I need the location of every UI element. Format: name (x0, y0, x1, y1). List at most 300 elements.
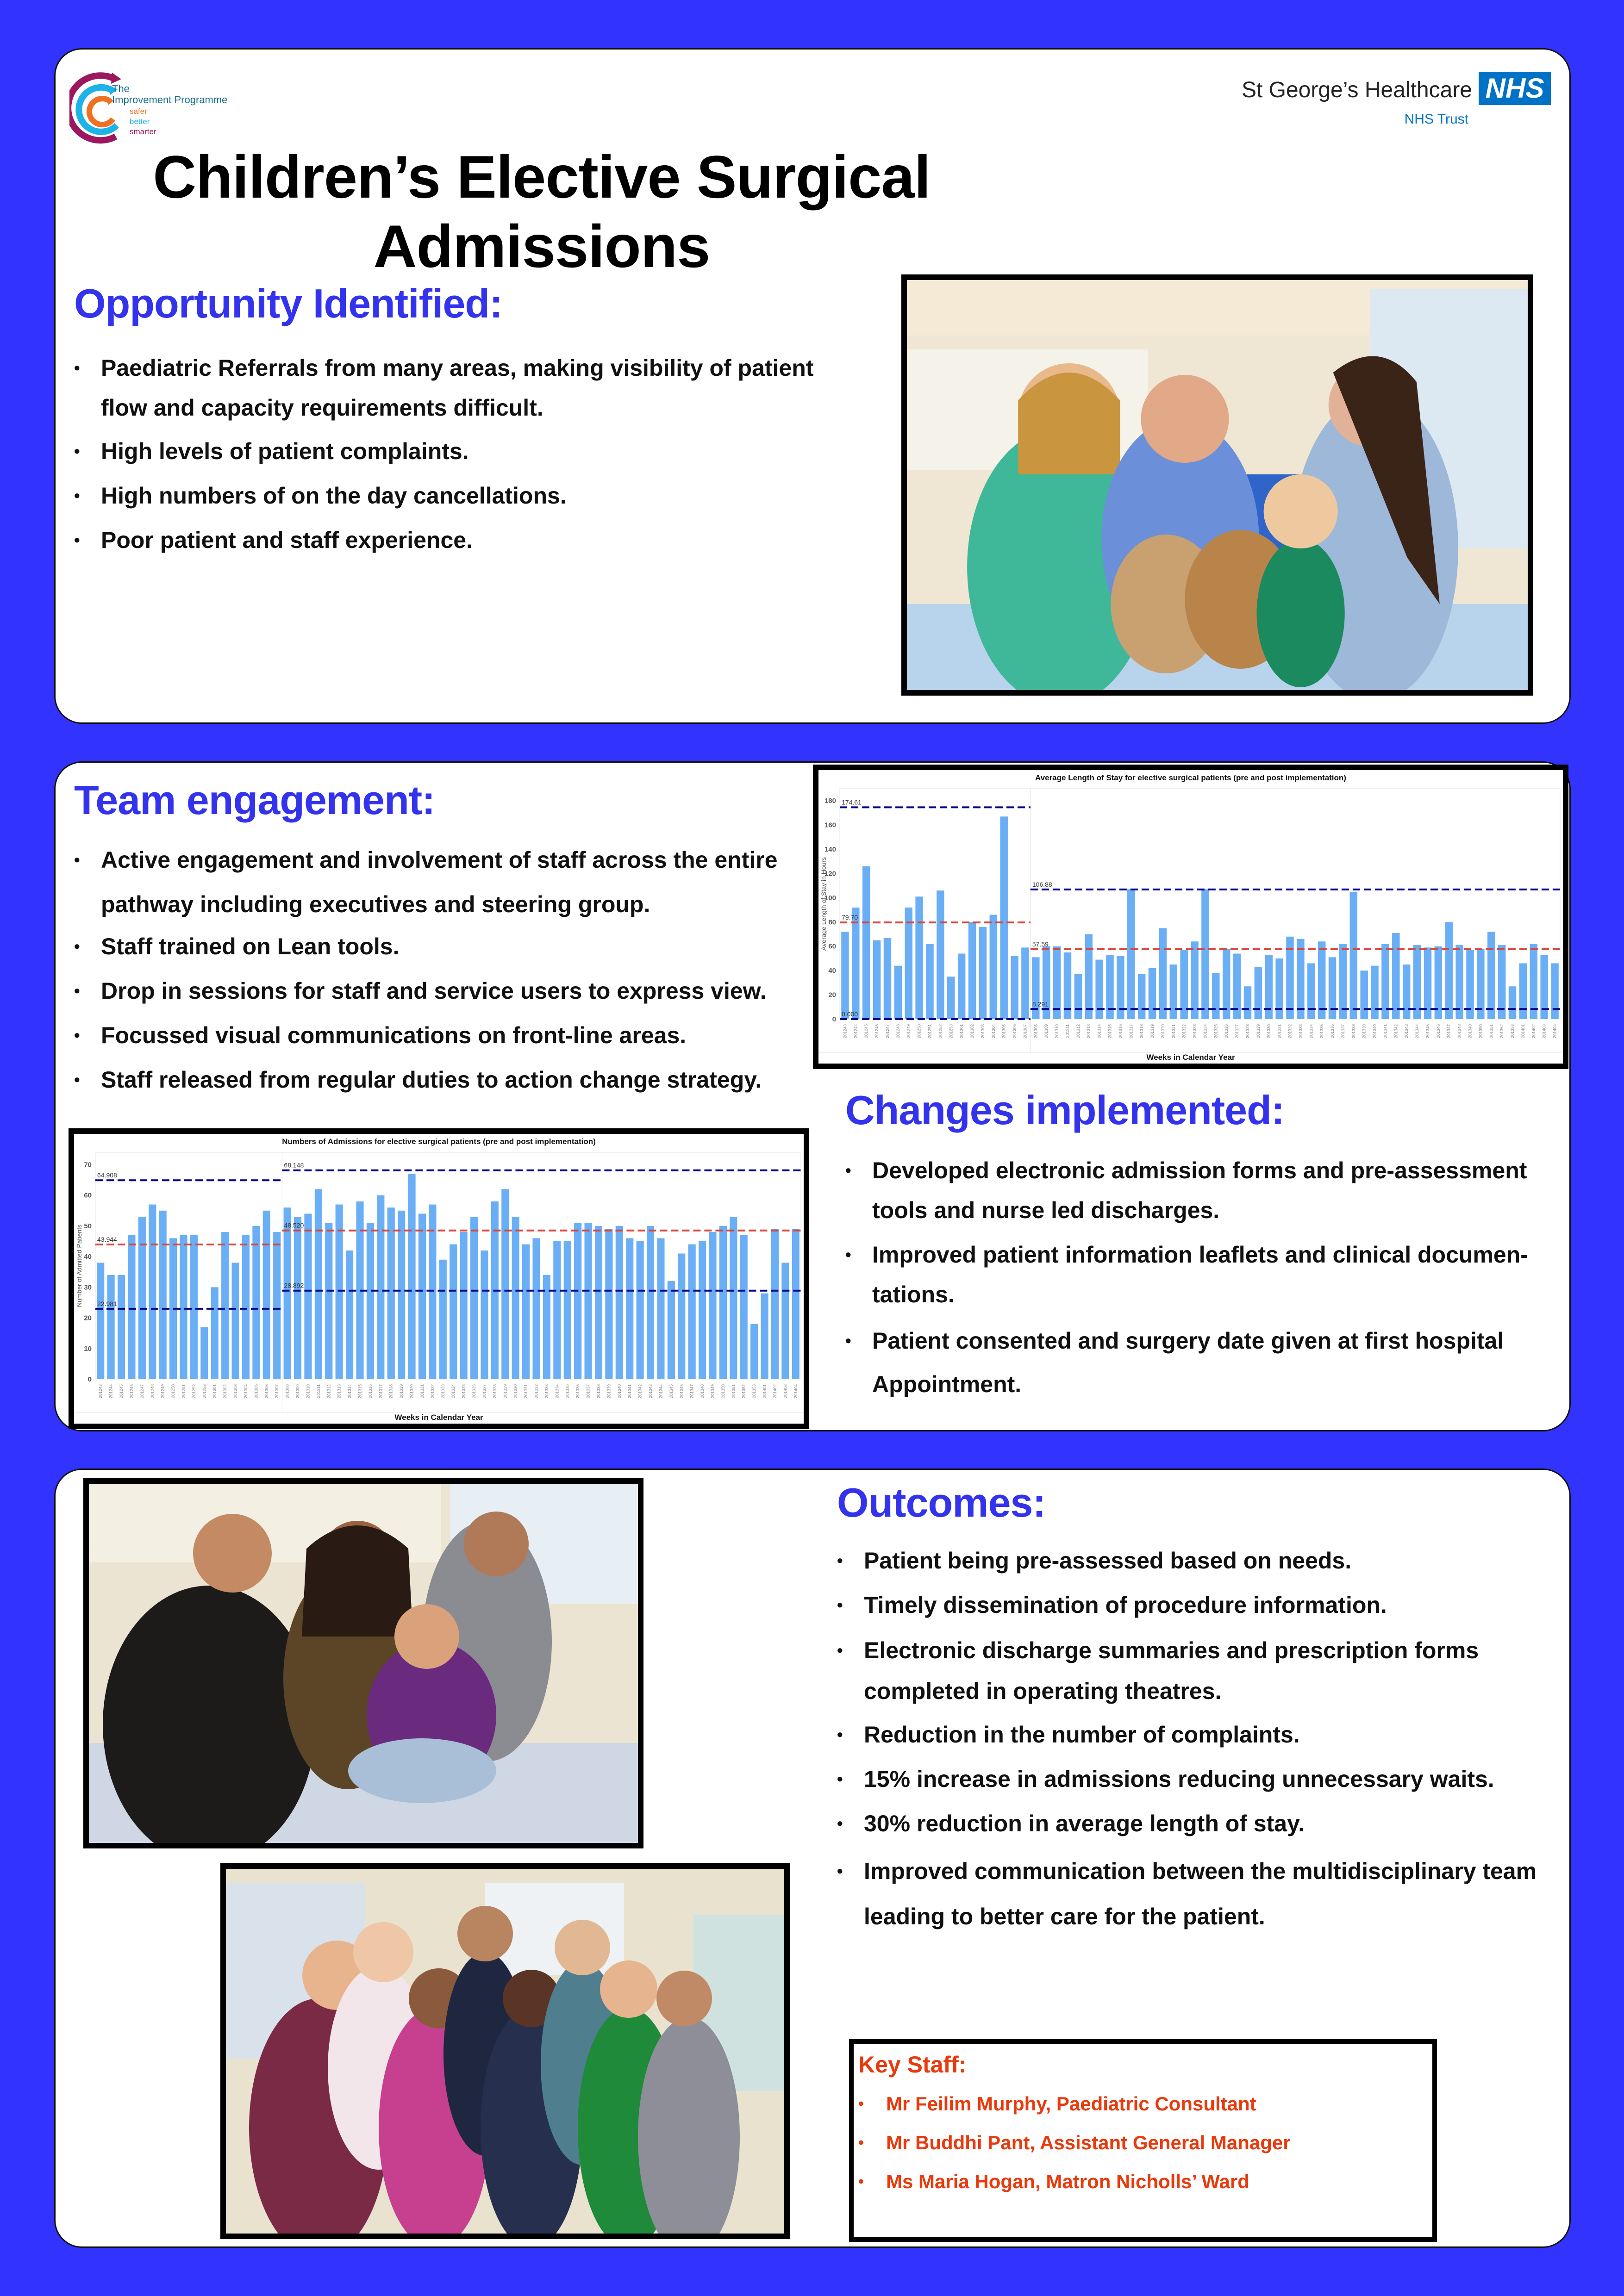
logo-text-the: The (112, 83, 130, 94)
svg-text:201337: 201337 (1340, 1024, 1345, 1039)
svg-text:201321: 201321 (1171, 1024, 1176, 1039)
bar (1138, 974, 1145, 1019)
svg-text:120: 120 (824, 870, 836, 878)
svg-text:201339: 201339 (1362, 1024, 1367, 1039)
bar (1074, 974, 1082, 1019)
bar (1170, 964, 1177, 1019)
bar (688, 1244, 696, 1379)
bar (1530, 944, 1537, 1019)
bar (1011, 956, 1018, 1019)
bar (1403, 964, 1410, 1019)
svg-text:50: 50 (84, 1222, 92, 1230)
chart-admissions (69, 1128, 809, 1429)
svg-text:201348: 201348 (1457, 1024, 1462, 1039)
bar (616, 1226, 623, 1379)
changes-list (845, 1151, 1540, 1406)
svg-text:201348: 201348 (700, 1384, 705, 1399)
svg-text:201253: 201253 (202, 1384, 207, 1399)
svg-text:201248: 201248 (895, 1024, 900, 1039)
svg-text:201310: 201310 (306, 1384, 311, 1399)
svg-text:201332: 201332 (534, 1384, 539, 1399)
svg-text:201337: 201337 (586, 1384, 591, 1399)
logo-tag-better: better (130, 117, 150, 126)
svg-text:201246: 201246 (874, 1024, 880, 1039)
svg-text:201339: 201339 (606, 1384, 612, 1399)
bar (979, 927, 987, 1019)
bar (894, 966, 902, 1019)
logo-tag-safer: safer (130, 107, 147, 116)
bar (968, 922, 976, 1019)
svg-text:201312: 201312 (326, 1384, 331, 1399)
bar (564, 1241, 571, 1379)
svg-text:201307: 201307 (275, 1384, 280, 1399)
svg-text:201346: 201346 (679, 1384, 684, 1399)
bar (128, 1235, 135, 1379)
bar (200, 1327, 208, 1379)
bar (1445, 922, 1452, 1019)
bar (315, 1189, 322, 1379)
bar (719, 1226, 727, 1379)
list-item: • Electronic discharge summaries and prescription forms completed in operating theatres. (837, 1630, 1484, 1711)
bar (1307, 963, 1315, 1019)
bar (1350, 892, 1357, 1019)
svg-text:201306: 201306 (1012, 1024, 1017, 1039)
svg-text:160: 160 (824, 821, 836, 829)
svg-text:201317: 201317 (1129, 1024, 1134, 1039)
bar (522, 1244, 530, 1379)
svg-text:201303: 201303 (233, 1384, 238, 1399)
svg-text:201313: 201313 (1086, 1024, 1091, 1039)
bar (532, 1238, 540, 1379)
svg-text:201330: 201330 (513, 1384, 518, 1399)
svg-text:201338: 201338 (596, 1384, 601, 1399)
svg-text:201309: 201309 (1044, 1024, 1049, 1039)
list-item: • Patient consented and surgery date given at first hospital Appointment. (845, 1319, 1540, 1406)
svg-text:22.981: 22.981 (97, 1300, 117, 1307)
bar (792, 1229, 800, 1379)
svg-text:57.59: 57.59 (1032, 940, 1049, 948)
svg-text:201345: 201345 (668, 1384, 674, 1399)
list-item: • Improved patient information leaflets and clinical documen-tations. (845, 1235, 1540, 1314)
bar (439, 1260, 447, 1379)
team-list (74, 838, 833, 1100)
key-staff-item: • Mr Feilim Murphy, Paediatric Consultant (858, 2084, 1428, 2123)
bar (937, 890, 944, 1019)
logo-text-programme: Improvement Programme (112, 94, 228, 106)
bar (1085, 934, 1092, 1019)
bar (408, 1174, 415, 1379)
svg-text:201249: 201249 (160, 1384, 165, 1399)
svg-text:201318: 201318 (1139, 1024, 1144, 1039)
svg-text:201323: 201323 (440, 1384, 445, 1399)
bar (1244, 986, 1251, 1019)
svg-text:201330: 201330 (1266, 1024, 1271, 1039)
bar (1381, 944, 1389, 1019)
bar (626, 1238, 633, 1379)
photo-staff-group-image (226, 1869, 784, 2234)
bar (905, 908, 912, 1019)
panel-outcomes (54, 1468, 1571, 2248)
list-item: • Focussed visual communications on front-line areas. (74, 1015, 833, 1055)
bar (242, 1235, 250, 1379)
bar (958, 953, 965, 1019)
svg-text:201244: 201244 (853, 1024, 858, 1039)
svg-text:201350: 201350 (1478, 1024, 1483, 1039)
bar (387, 1207, 395, 1379)
bar (574, 1223, 581, 1379)
svg-text:201325: 201325 (461, 1384, 466, 1399)
svg-text:201301: 201301 (959, 1024, 964, 1039)
svg-text:201346: 201346 (1436, 1024, 1441, 1039)
bar (1318, 941, 1325, 1019)
svg-text:201336: 201336 (1330, 1024, 1335, 1039)
svg-text:201404: 201404 (1552, 1024, 1557, 1039)
bar (1212, 973, 1219, 1019)
svg-text:201335: 201335 (1319, 1024, 1324, 1039)
svg-text:201250: 201250 (917, 1024, 922, 1039)
svg-text:201307: 201307 (1023, 1024, 1028, 1039)
opportunity-list (74, 348, 833, 560)
svg-text:201250: 201250 (171, 1384, 176, 1399)
svg-text:40: 40 (828, 967, 836, 975)
chart-admissions-plot (74, 1134, 804, 1424)
bar (1275, 958, 1283, 1019)
svg-text:201336: 201336 (575, 1384, 581, 1399)
photo-staff-group (220, 1863, 790, 2239)
svg-text:20: 20 (828, 991, 836, 999)
svg-text:201314: 201314 (347, 1384, 352, 1399)
svg-text:201334: 201334 (555, 1384, 560, 1399)
svg-text:201253: 201253 (949, 1024, 954, 1039)
svg-text:201312: 201312 (1075, 1024, 1081, 1039)
bar (873, 940, 881, 1019)
svg-text:79.70: 79.70 (842, 914, 858, 921)
svg-text:174.61: 174.61 (842, 798, 862, 806)
improvement-programme-logo (69, 68, 228, 147)
bar (730, 1217, 737, 1379)
key-staff-box (849, 2039, 1437, 2242)
bar (263, 1211, 270, 1379)
bar (862, 866, 870, 1019)
x-axis-label: Weeks in Calendar Year (394, 1413, 483, 1422)
svg-text:201333: 201333 (544, 1384, 549, 1399)
svg-text:201352: 201352 (1499, 1024, 1505, 1039)
svg-text:201326: 201326 (1224, 1024, 1229, 1039)
svg-text:201402: 201402 (772, 1384, 777, 1399)
x-axis-label: Weeks in Calendar Year (1146, 1053, 1235, 1062)
svg-text:43.944: 43.944 (97, 1236, 117, 1244)
outcomes-heading: Outcomes: (837, 1480, 1046, 1525)
svg-text:201251: 201251 (927, 1024, 932, 1039)
bar (346, 1251, 353, 1379)
bar (418, 1213, 426, 1379)
svg-text:201342: 201342 (1393, 1024, 1399, 1039)
svg-text:68.148: 68.148 (284, 1161, 304, 1169)
bar (512, 1217, 519, 1379)
nhs-trust-label: NHS Trust (1404, 112, 1468, 127)
bar (211, 1287, 219, 1379)
svg-text:201314: 201314 (1097, 1024, 1102, 1039)
key-staff-list (858, 2084, 1428, 2201)
bar (294, 1217, 301, 1379)
bar (1255, 967, 1262, 1019)
list-item: • Active engagement and involvement of staff across the entire pathway including executives and steering group. (74, 838, 833, 927)
bar (750, 1324, 758, 1379)
svg-text:201327: 201327 (482, 1384, 487, 1399)
bar (915, 896, 923, 1019)
bar (1159, 928, 1167, 1019)
bar (180, 1235, 187, 1379)
bar (377, 1195, 384, 1379)
bar (1509, 986, 1516, 1019)
svg-text:201322: 201322 (430, 1384, 435, 1399)
svg-text:201302: 201302 (970, 1024, 975, 1039)
bar (1487, 932, 1495, 1019)
svg-text:201252: 201252 (938, 1024, 943, 1039)
svg-text:10: 10 (84, 1344, 92, 1353)
bar (709, 1232, 716, 1379)
svg-text:201326: 201326 (472, 1384, 477, 1399)
bar (1392, 933, 1399, 1019)
svg-text:201325: 201325 (1213, 1024, 1218, 1039)
svg-text:201320: 201320 (1160, 1024, 1165, 1039)
svg-text:201316: 201316 (368, 1384, 373, 1399)
bar (325, 1223, 332, 1379)
svg-text:0: 0 (87, 1375, 92, 1383)
svg-text:201309: 201309 (295, 1384, 300, 1399)
outcomes-list (837, 1541, 1559, 1939)
bar (584, 1223, 592, 1379)
svg-text:201313: 201313 (337, 1384, 342, 1399)
bar (481, 1251, 488, 1379)
bar (118, 1275, 125, 1379)
svg-text:201245: 201245 (119, 1384, 124, 1399)
bar (947, 977, 955, 1019)
list-item: • Developed electronic admission forms and pre-assessment tools and nurse led discharges. (845, 1151, 1540, 1230)
svg-text:20: 20 (84, 1314, 92, 1322)
photo-family-nurse-teddy (901, 274, 1533, 696)
svg-text:100: 100 (824, 894, 836, 902)
svg-text:201350: 201350 (720, 1384, 725, 1399)
svg-text:201305: 201305 (254, 1384, 259, 1399)
svg-text:201304: 201304 (991, 1024, 996, 1039)
bar (284, 1207, 291, 1379)
bar (990, 915, 997, 1019)
svg-text:201323: 201323 (1192, 1024, 1197, 1039)
list-item: • Staff trained on Lean tools. (74, 927, 833, 966)
svg-text:201324: 201324 (1203, 1024, 1208, 1039)
svg-text:201328: 201328 (1245, 1024, 1250, 1039)
bar (637, 1241, 644, 1379)
panel-opportunity (54, 48, 1571, 724)
list-item: • Poor patient and staff experience. (74, 520, 833, 560)
list-item: • High levels of patient complaints. (74, 431, 833, 471)
bar (647, 1226, 654, 1379)
nhs-badge: NHS (1479, 72, 1551, 105)
bar (1551, 963, 1558, 1019)
svg-text:201301: 201301 (212, 1384, 217, 1399)
svg-text:201338: 201338 (1351, 1024, 1356, 1039)
svg-text:201244: 201244 (108, 1384, 113, 1399)
svg-text:201322: 201322 (1181, 1024, 1187, 1039)
svg-text:201344: 201344 (1415, 1024, 1420, 1039)
svg-text:201344: 201344 (658, 1384, 663, 1399)
bar (1201, 890, 1209, 1019)
svg-text:201402: 201402 (1531, 1024, 1536, 1039)
bar (1095, 960, 1103, 1019)
bar (273, 1232, 281, 1379)
bar (501, 1189, 509, 1379)
bar (1127, 890, 1135, 1019)
svg-text:201401: 201401 (762, 1384, 767, 1399)
y-axis-label: Average Length of Stay in Hours (820, 857, 827, 951)
bar (1191, 941, 1198, 1019)
key-staff-item: • Mr Buddhi Pant, Assistant General Manager (858, 2123, 1428, 2162)
bar (470, 1217, 478, 1379)
svg-text:201246: 201246 (129, 1384, 134, 1399)
panel-team-changes (54, 761, 1571, 1431)
photo-family-nurse-girl (83, 1478, 643, 1848)
svg-text:201308: 201308 (1033, 1024, 1038, 1039)
list-item: • Paediatric Referrals from many areas, making visibility of patient flow and capacity requirements difficult. (74, 348, 833, 428)
bar (1455, 945, 1463, 1019)
bar (1413, 945, 1421, 1019)
svg-text:201345: 201345 (1425, 1024, 1430, 1039)
bar (1519, 963, 1527, 1019)
bar (841, 932, 849, 1019)
svg-text:40: 40 (84, 1253, 92, 1261)
svg-text:201306: 201306 (264, 1384, 269, 1399)
svg-text:201347: 201347 (1446, 1024, 1451, 1039)
changes-heading: Changes implemented: (845, 1087, 1285, 1133)
svg-text:201353: 201353 (1510, 1024, 1515, 1039)
chart-length-of-stay (813, 765, 1568, 1069)
bar (1000, 816, 1007, 1019)
svg-text:201403: 201403 (1542, 1024, 1547, 1039)
svg-text:201332: 201332 (1287, 1024, 1293, 1039)
bar (678, 1254, 685, 1379)
bar (97, 1263, 104, 1379)
svg-text:201331: 201331 (1277, 1024, 1282, 1039)
svg-text:201249: 201249 (906, 1024, 911, 1039)
svg-text:201304: 201304 (243, 1384, 248, 1399)
svg-text:201329: 201329 (1255, 1024, 1261, 1039)
svg-text:201315: 201315 (357, 1384, 362, 1399)
svg-text:60: 60 (84, 1191, 92, 1200)
bar (252, 1226, 260, 1379)
svg-text:201328: 201328 (492, 1384, 497, 1399)
st-georges-nhs-logo (1181, 72, 1551, 137)
bar (1360, 971, 1368, 1019)
svg-text:70: 70 (84, 1161, 92, 1169)
svg-text:201247: 201247 (885, 1024, 890, 1039)
svg-text:0.000: 0.000 (842, 1010, 858, 1018)
chart-title: Average Length of Stay for elective surgical patients (pre and post implementation) (1035, 773, 1346, 782)
svg-text:201342: 201342 (637, 1384, 643, 1399)
list-item: • Patient being pre-assessed based on needs. (837, 1541, 1559, 1580)
bar (149, 1205, 156, 1379)
svg-text:201305: 201305 (1001, 1024, 1006, 1039)
svg-text:201308: 201308 (285, 1384, 290, 1399)
bar (781, 1263, 789, 1379)
bar (1021, 947, 1029, 1019)
bar (107, 1275, 115, 1379)
svg-text:201316: 201316 (1118, 1024, 1123, 1039)
svg-text:180: 180 (824, 797, 836, 805)
svg-text:8.291: 8.291 (1032, 1000, 1049, 1008)
bar (1339, 944, 1347, 1019)
svg-text:60: 60 (828, 942, 836, 951)
svg-text:201303: 201303 (980, 1024, 985, 1039)
bar (367, 1223, 374, 1379)
svg-text:201243: 201243 (98, 1384, 103, 1399)
list-item: • Improved communication between the multidisciplinary team leading to better care for the patient. (837, 1848, 1558, 1939)
bar (450, 1244, 457, 1379)
bar (221, 1232, 229, 1379)
svg-text:201351: 201351 (1489, 1024, 1494, 1039)
svg-text:106.88: 106.88 (1032, 880, 1052, 888)
list-item: • Staff released from regular duties to action change strategy. (74, 1060, 833, 1100)
svg-text:201248: 201248 (150, 1384, 155, 1399)
bar (668, 1281, 675, 1379)
svg-text:201315: 201315 (1107, 1024, 1112, 1039)
bar (761, 1294, 768, 1379)
svg-text:201341: 201341 (1383, 1024, 1388, 1039)
svg-text:201349: 201349 (1468, 1024, 1473, 1039)
svg-text:48.520: 48.520 (284, 1221, 304, 1229)
list-item: • Timely dissemination of procedure information. (837, 1586, 1559, 1624)
svg-text:201341: 201341 (627, 1384, 632, 1399)
trust-name: St George’s Healthcare (1241, 78, 1472, 102)
svg-text:201349: 201349 (710, 1384, 715, 1399)
photo-family-nurse-girl-image (89, 1484, 638, 1843)
team-heading: Team engagement: (74, 777, 435, 823)
bar (1149, 968, 1156, 1019)
bar (1297, 939, 1304, 1019)
bar (1371, 966, 1378, 1019)
svg-text:201243: 201243 (843, 1024, 848, 1039)
opportunity-heading: Opportunity Identified: (74, 280, 503, 326)
svg-text:201340: 201340 (617, 1384, 622, 1399)
svg-text:201319: 201319 (1150, 1024, 1155, 1039)
svg-text:201347: 201347 (689, 1384, 694, 1399)
svg-text:201245: 201245 (864, 1024, 869, 1039)
svg-text:201343: 201343 (648, 1384, 653, 1399)
svg-text:201252: 201252 (191, 1384, 196, 1399)
list-item: • High numbers of on the day cancellations. (74, 476, 833, 516)
chart-length-of-stay-plot (818, 770, 1563, 1064)
svg-text:201319: 201319 (399, 1384, 404, 1399)
svg-text:201311: 201311 (1065, 1024, 1070, 1038)
bar (231, 1263, 239, 1379)
bar (190, 1235, 198, 1379)
svg-text:201327: 201327 (1235, 1024, 1240, 1039)
svg-text:201317: 201317 (378, 1384, 383, 1399)
svg-text:201404: 201404 (793, 1384, 798, 1399)
logo-tag-smarter: smarter (130, 127, 156, 136)
bar (852, 908, 859, 1019)
list-item: • Reduction in the number of complaints. (837, 1715, 1559, 1754)
bar (304, 1213, 312, 1379)
bar (460, 1232, 468, 1379)
svg-text:201334: 201334 (1309, 1024, 1314, 1039)
svg-text:201302: 201302 (223, 1384, 228, 1399)
bar (159, 1211, 167, 1379)
bar (553, 1241, 561, 1379)
svg-text:201331: 201331 (524, 1384, 529, 1399)
svg-text:201335: 201335 (565, 1384, 570, 1399)
chart-title: Numbers of Admissions for elective surgical patients (pre and post implementation) (282, 1137, 596, 1146)
